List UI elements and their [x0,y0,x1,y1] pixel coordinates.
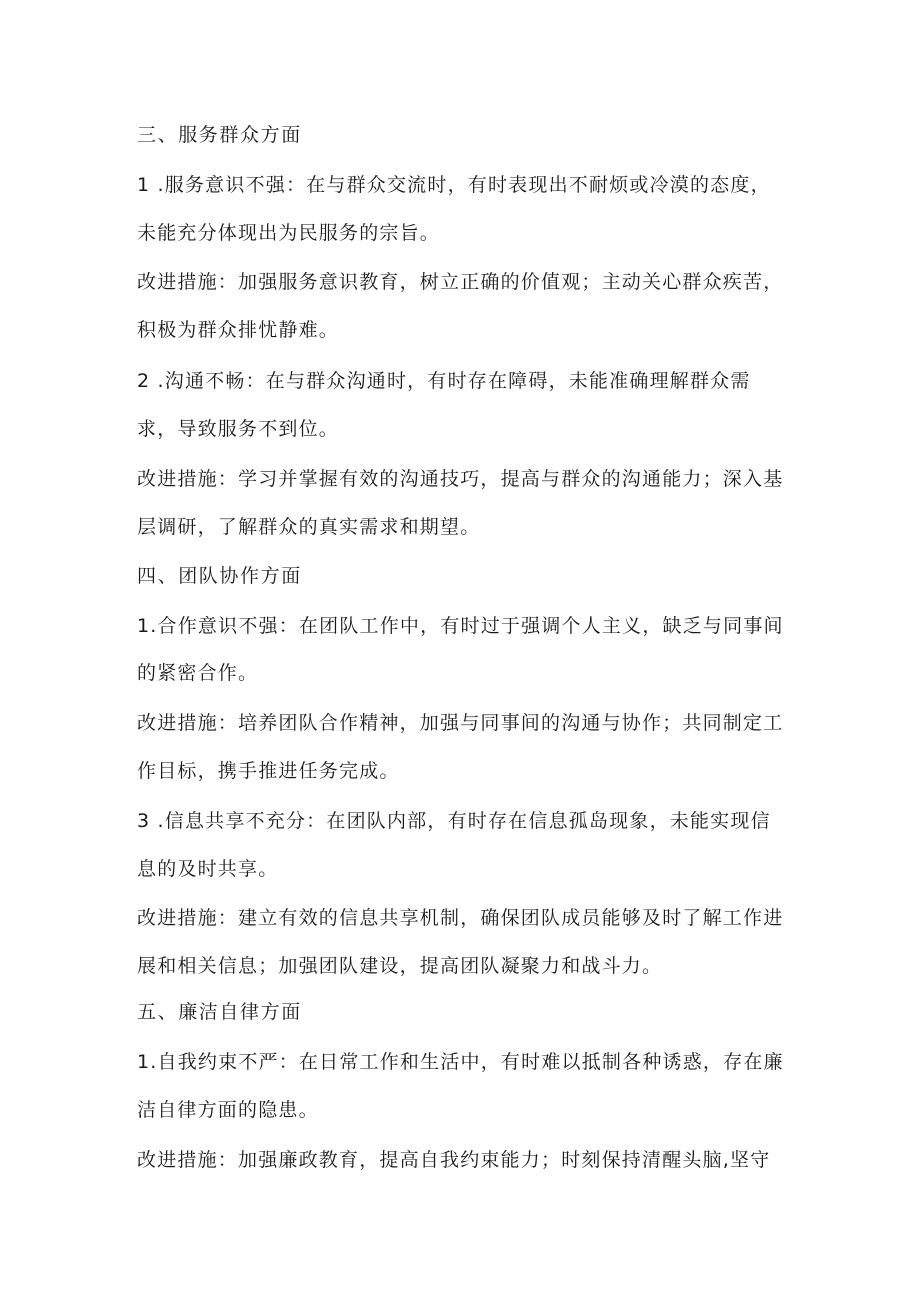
paragraph-line: 2 .沟通不畅：在与群众沟通时，有时存在障碍，未能准确理解群众需 [137,370,751,392]
paragraph-line: 1 .服务意识不强：在与群众交流时，有时表现出不耐烦或冷漠的态度， [137,174,771,196]
paragraph-line: 改进措施：建立有效的信息共享机制，确保团队成员能够及时了解工作进 [137,907,784,929]
paragraph-line: 1.合作意识不强：在团队工作中，有时过于强调个人主义，缺乏与同事间 [137,615,784,637]
section-heading-teamwork: 四、团队协作方面 [137,565,302,587]
paragraph-line: 的紧密合作。 [137,662,259,684]
section-heading-service: 三、服务群众方面 [137,124,302,146]
section-heading-integrity: 五、廉洁自律方面 [137,1001,302,1023]
paragraph-line: 改进措施：加强廉政教育，提高自我约束能力；时刻保持清醒头脑,坚守 [137,1149,771,1171]
paragraph-line: 层调研，了解群众的真实需求和期望。 [137,516,481,538]
paragraph-line: 改进措施：加强服务意识教育，树立正确的价值观；主动关心群众疾苦， [137,271,784,293]
paragraph-line: 展和相关信息；加强团队建设，提高团队凝聚力和战斗力。 [137,955,663,977]
paragraph-line: 改进措施：培养团队合作精神，加强与同事间的沟通与协作；共同制定工 [137,712,784,734]
paragraph-line: 洁自律方面的隐患。 [137,1099,319,1121]
paragraph-line: 未能充分体现出为民服务的宗旨。 [137,222,441,244]
paragraph-line: 积极为群众排忧静难。 [137,319,340,341]
paragraph-line: 1.自我约束不严：在日常工作和生活中，有时难以抵制各种诱惑，存在廉 [137,1051,784,1073]
paragraph-line: 作目标，携手推进任务完成。 [137,760,400,782]
paragraph-line: 求，导致服务不到位。 [137,418,340,440]
paragraph-line: 息的及时共享。 [137,858,279,880]
paragraph-line: 改进措施：学习并掌握有效的沟通技巧，提高与群众的沟通能力；深入基 [137,468,784,490]
paragraph-line: 3 .信息共享不充分：在团队内部，有时存在信息孤岛现象，未能实现信 [137,810,771,832]
